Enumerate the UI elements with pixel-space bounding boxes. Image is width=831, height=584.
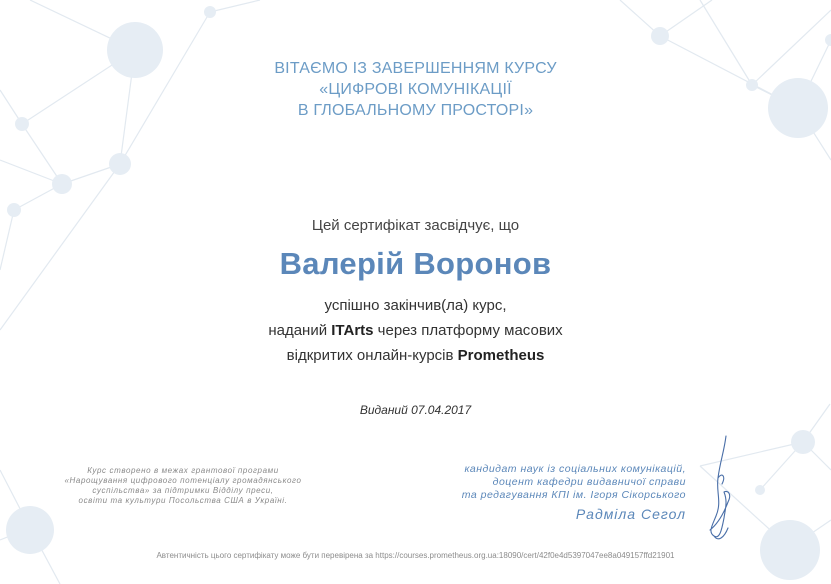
signer-credential-line-1: кандидат наук із соціальних комунікацій, bbox=[464, 463, 686, 475]
completion-statement bbox=[0, 293, 831, 368]
issue-date: Виданий 07.04.2017 bbox=[359, 403, 472, 417]
headline-line-3: В ГЛОБАЛЬНОМУ ПРОСТОРІ» bbox=[297, 102, 534, 119]
completion-line-3 bbox=[0, 343, 831, 368]
signer-credential-line-3: та редагування КПІ ім. Ігоря Сікорського bbox=[461, 489, 686, 501]
signature-icon bbox=[698, 432, 748, 547]
headline-line-1: ВІТАЄМО ІЗ ЗАВЕРШЕННЯМ КУРСУ bbox=[274, 60, 557, 77]
signer-credentials bbox=[420, 463, 686, 502]
signer-credential-line-2: доцент кафедри видавничої справи bbox=[492, 476, 686, 488]
grant-note bbox=[52, 466, 314, 506]
certifies-text: Цей сертифікат засвідчує, що bbox=[311, 217, 520, 234]
provider-name: ITArts bbox=[331, 322, 374, 339]
line-2-prefix: наданий bbox=[268, 322, 332, 339]
line-3-prefix: відкритих онлайн-курсів bbox=[286, 347, 458, 364]
grant-note-line-2: «Нарощування цифрового потенціалу громадянського bbox=[64, 476, 302, 485]
platform-name: Prometheus bbox=[457, 347, 545, 364]
grant-note-line-3: суспільства» за підтримки Відділу преси, bbox=[92, 486, 274, 495]
grant-note-line-4: освіти та культури Посольства США в Україні. bbox=[78, 496, 288, 505]
signer-name: Радміла Сегол bbox=[575, 506, 686, 522]
recipient-name: Валерій Воронов bbox=[279, 246, 552, 281]
completion-line-2 bbox=[0, 318, 831, 343]
headline-line-2: «ЦИФРОВІ КОМУНІКАЦІЇ bbox=[319, 81, 512, 98]
verification-note: Автентичність цього сертифікату може бути перевірена за https://courses.prometheus.org.ua:18090/cert/42f0e4d5397047ee8a049157ffd21901 bbox=[156, 551, 675, 560]
course-headline bbox=[0, 58, 831, 121]
grant-note-line-1: Курс створено в межах грантової програми bbox=[87, 466, 279, 475]
completion-line-1: успішно закінчив(ла) курс, bbox=[324, 297, 507, 314]
line-2-suffix: через платформу масових bbox=[373, 322, 563, 339]
